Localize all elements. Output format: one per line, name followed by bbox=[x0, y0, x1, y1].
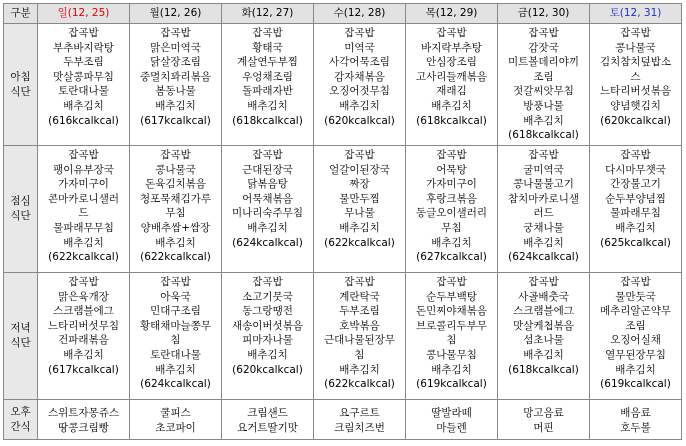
calorie-total: (618kcalkcal) bbox=[416, 114, 487, 127]
menu-item: 동글오이샐러리 bbox=[415, 207, 487, 220]
menu-item: 스 bbox=[630, 70, 641, 83]
menu-item: 호박볶음 bbox=[339, 319, 380, 332]
menu-item: 닭볶음탕 bbox=[247, 178, 288, 191]
menu-item: 잡곡밥 bbox=[344, 276, 375, 288]
menu-cell bbox=[590, 24, 682, 146]
menu-item: 침 bbox=[354, 348, 365, 361]
menu-cell bbox=[130, 273, 222, 400]
menu-item: 순두부백탕 bbox=[426, 290, 477, 303]
menu-item: 딸발라떼 bbox=[431, 406, 472, 419]
menu-item: 간장불고기 bbox=[610, 178, 661, 191]
menu-cell bbox=[406, 273, 498, 400]
menu-item: 잡곡밥 bbox=[436, 149, 467, 161]
menu-item: 어묵채볶음 bbox=[242, 192, 293, 205]
weekly-meal-table bbox=[3, 3, 682, 440]
menu-item: 계란탁국 bbox=[339, 290, 380, 303]
menu-item: 배추김치 bbox=[247, 99, 288, 112]
menu-item: 짜장 bbox=[349, 178, 370, 191]
menu-item: 재래김 bbox=[436, 85, 467, 98]
menu-item: 감잣국 bbox=[528, 41, 559, 54]
menu-item: 배추김치 bbox=[247, 221, 288, 234]
menu-item: 굴미역국 bbox=[523, 163, 564, 176]
menu-item: 마들렌 bbox=[436, 421, 467, 434]
meal-label bbox=[4, 400, 38, 440]
menu-item: 바지락부추탕 bbox=[421, 41, 482, 54]
menu-item: 얼갈이된장국 bbox=[329, 163, 390, 176]
menu-item: 침 bbox=[170, 334, 181, 347]
menu-item: 잡곡밥 bbox=[344, 149, 375, 161]
calorie-total: (622kcalkcal) bbox=[140, 251, 211, 264]
menu-cell bbox=[314, 400, 406, 440]
menu-item: 황태채마늘쫑무 bbox=[139, 319, 211, 332]
menu-item: 콘마카로니샐러 bbox=[47, 192, 119, 205]
menu-item: 스위트자몽쥬스 bbox=[47, 406, 119, 419]
meal-label-line: 저녁 bbox=[10, 322, 31, 334]
menu-item: 민대구조림 bbox=[150, 305, 201, 318]
menu-item: 잡곡밥 bbox=[620, 27, 651, 39]
menu-item: 양배추쌈+쌈장 bbox=[140, 221, 211, 234]
header-row bbox=[4, 4, 682, 24]
calorie-total: (625kcalkcal) bbox=[600, 236, 671, 249]
menu-item: 방풍나물 bbox=[523, 99, 564, 112]
menu-cell bbox=[222, 146, 314, 273]
menu-cell bbox=[222, 24, 314, 146]
menu-item: 양념햇김치 bbox=[610, 99, 661, 112]
menu-item: 맑은육개장 bbox=[58, 290, 109, 303]
menu-item: 순두부양념찜 bbox=[605, 192, 666, 205]
menu-item: 미역국 bbox=[344, 41, 375, 54]
calorie-total: (627kcalkcal) bbox=[416, 251, 487, 264]
day-header-thursday: 목(12, 29) bbox=[406, 4, 498, 24]
menu-item: 우엉채조림 bbox=[242, 70, 293, 83]
calorie-total: (622kcalkcal) bbox=[324, 378, 395, 391]
meal-row-snack bbox=[4, 400, 682, 440]
menu-cell bbox=[222, 400, 314, 440]
menu-item: 돌파래자반 bbox=[242, 85, 293, 98]
menu-item: 가자미구이 bbox=[426, 178, 477, 191]
menu-item: 잡곡밥 bbox=[160, 27, 191, 39]
meal-label-line: 오후 bbox=[10, 405, 31, 418]
menu-item: 잡곡밥 bbox=[528, 27, 559, 39]
menu-item: 계살연두부찜 bbox=[237, 56, 298, 69]
menu-item: 배추김치 bbox=[155, 363, 196, 376]
menu-item: 후랑크볶음 bbox=[426, 192, 477, 205]
menu-item: 돈민찌야채볶음 bbox=[415, 305, 487, 318]
menu-item: 부추바지락탕 bbox=[53, 41, 114, 54]
menu-cell bbox=[38, 400, 130, 440]
calorie-total: (618kcalkcal) bbox=[232, 114, 303, 127]
menu-cell bbox=[130, 400, 222, 440]
menu-item: 잡곡밥 bbox=[252, 149, 283, 161]
menu-item: 배음료 bbox=[620, 406, 651, 419]
menu-item: 물파래무무침 bbox=[53, 221, 114, 234]
calorie-total: (622kcalkcal) bbox=[324, 236, 395, 249]
menu-item: 팽이유부장국 bbox=[53, 163, 114, 176]
menu-cell bbox=[590, 146, 682, 273]
menu-item: 배추김치 bbox=[339, 221, 380, 234]
menu-item: 스크램블에그 bbox=[53, 305, 114, 318]
calorie-total: (616kcalkcal) bbox=[48, 114, 119, 127]
menu-item: 초코파이 bbox=[155, 421, 196, 434]
menu-item: 잡곡밥 bbox=[252, 27, 283, 39]
day-header-sunday: 일(12, 25) bbox=[38, 4, 130, 24]
menu-item: 가자미구이 bbox=[58, 178, 109, 191]
menu-cell bbox=[590, 273, 682, 400]
menu-item: 배추김치 bbox=[339, 363, 380, 376]
menu-item: 콩나물국 bbox=[615, 41, 656, 54]
calorie-total: (624kcalkcal) bbox=[140, 378, 211, 391]
calorie-total: (619kcalkcal) bbox=[600, 378, 671, 391]
menu-cell bbox=[314, 273, 406, 400]
menu-item: 어묵탕 bbox=[436, 163, 467, 176]
menu-item: 콩나물국 bbox=[155, 163, 196, 176]
menu-item: 콩나물불고기 bbox=[513, 178, 574, 191]
meal-row-breakfast bbox=[4, 24, 682, 146]
menu-cell bbox=[38, 146, 130, 273]
menu-item: 감자채볶음 bbox=[334, 70, 385, 83]
calorie-total: (620kcalkcal) bbox=[600, 114, 671, 127]
menu-item: 새송이버섯볶음 bbox=[231, 319, 303, 332]
meal-label-line: 식단 bbox=[10, 210, 31, 222]
menu-item: 잡곡밥 bbox=[68, 276, 99, 288]
menu-item: 잡곡밥 bbox=[436, 276, 467, 288]
menu-item: 크림치즈번 bbox=[334, 421, 385, 434]
menu-item: 배추김치 bbox=[63, 236, 104, 249]
menu-item: 무침 bbox=[441, 221, 462, 234]
menu-item: 조림 bbox=[533, 70, 554, 83]
menu-item: 러드 bbox=[533, 207, 554, 220]
menu-item: 땅콩크림빵 bbox=[58, 421, 109, 434]
menu-item: 메추리알곤약무 bbox=[599, 305, 671, 318]
menu-item: 황태국 bbox=[252, 41, 283, 54]
menu-item: 드 bbox=[78, 207, 89, 220]
menu-item: 잡곡밥 bbox=[68, 27, 99, 39]
menu-item: 호두볼 bbox=[620, 421, 651, 434]
menu-item: 젓갈씨앗무침 bbox=[513, 85, 574, 98]
menu-item: 콩나물무침 bbox=[426, 348, 477, 361]
menu-item: 망고음료 bbox=[523, 406, 564, 419]
menu-item: 맛살콩파무침 bbox=[53, 70, 114, 83]
menu-item: 청포묵채김가루 bbox=[139, 192, 211, 205]
menu-item: 토란대나물 bbox=[150, 348, 201, 361]
menu-item: 근대된장국 bbox=[242, 163, 293, 176]
menu-item: 사각어묵조림 bbox=[329, 56, 390, 69]
menu-cell bbox=[314, 146, 406, 273]
menu-item: 토란대나물 bbox=[58, 85, 109, 98]
menu-item: 소고기뭇국 bbox=[242, 290, 293, 303]
menu-item: 미트볼데리야끼 bbox=[507, 56, 579, 69]
day-header-wednesday: 수(12, 28) bbox=[314, 4, 406, 24]
menu-item: 브로콜리두부무 bbox=[415, 319, 487, 332]
menu-item: 배추김치 bbox=[155, 99, 196, 112]
menu-cell bbox=[38, 24, 130, 146]
menu-item: 열무된장무침 bbox=[605, 348, 666, 361]
day-header-saturday: 토(12, 31) bbox=[590, 4, 682, 24]
menu-item: 배추김치 bbox=[155, 236, 196, 249]
menu-item: 무나물 bbox=[344, 207, 375, 220]
menu-item: 배추김치 bbox=[247, 348, 288, 361]
menu-item: 동그랑땡전 bbox=[242, 305, 293, 318]
menu-item: 오징어젓무침 bbox=[329, 85, 390, 98]
menu-cell bbox=[590, 400, 682, 440]
menu-item: 배추김치 bbox=[339, 99, 380, 112]
menu-cell bbox=[498, 273, 590, 400]
menu-item: 다시마무챗국 bbox=[605, 163, 666, 176]
menu-item: 두부조림 bbox=[339, 305, 380, 318]
menu-item: 안심장조림 bbox=[426, 56, 477, 69]
calorie-total: (617kcalkcal) bbox=[48, 363, 119, 376]
calorie-total: (618kcalkcal) bbox=[508, 363, 579, 376]
menu-item: 잡곡밥 bbox=[252, 276, 283, 288]
meal-label-line: 점심 bbox=[10, 195, 31, 207]
calorie-total: (624kcalkcal) bbox=[232, 236, 303, 249]
menu-item: 무침 bbox=[165, 207, 186, 220]
menu-item: 참치마카로니샐 bbox=[507, 192, 579, 205]
menu-item: 건파래볶음 bbox=[58, 334, 109, 347]
meal-label-line: 간식 bbox=[10, 420, 31, 433]
menu-item: 돈육김치볶음 bbox=[145, 178, 206, 191]
meal-label-line: 식단 bbox=[10, 337, 31, 349]
menu-item: 봄동나물 bbox=[155, 85, 196, 98]
menu-cell bbox=[406, 146, 498, 273]
menu-cell bbox=[222, 273, 314, 400]
menu-item: 크림샌드 bbox=[247, 406, 288, 419]
menu-item: 두부조림 bbox=[63, 56, 104, 69]
calorie-total: (619kcalkcal) bbox=[416, 378, 487, 391]
menu-item: 물만두찜 bbox=[339, 192, 380, 205]
calorie-total: (624kcalkcal) bbox=[508, 251, 579, 264]
menu-item: 고사리들깨볶음 bbox=[415, 70, 487, 83]
menu-cell bbox=[406, 400, 498, 440]
menu-item: 오징어실채 bbox=[610, 334, 661, 347]
menu-cell bbox=[130, 146, 222, 273]
menu-cell bbox=[130, 24, 222, 146]
menu-item: 잡곡밥 bbox=[620, 149, 651, 161]
menu-item: 중멸치꽈리볶음 bbox=[139, 70, 211, 83]
menu-item: 배추김치 bbox=[431, 363, 472, 376]
menu-item: 배추김치 bbox=[431, 236, 472, 249]
menu-item: 배추김치 bbox=[523, 348, 564, 361]
menu-item: 쿨피스 bbox=[160, 406, 191, 419]
menu-item: 물파래무침 bbox=[610, 207, 661, 220]
menu-item: 사골배춧국 bbox=[518, 290, 569, 303]
calorie-total: (617kcalkcal) bbox=[140, 114, 211, 127]
meal-label bbox=[4, 273, 38, 400]
menu-item: 물만둣국 bbox=[615, 290, 656, 303]
meal-row-dinner bbox=[4, 273, 682, 400]
header-category-label: 구분 bbox=[4, 4, 38, 24]
calorie-total: (620kcalkcal) bbox=[324, 114, 395, 127]
menu-item: 김치참치덮밥소 bbox=[599, 56, 671, 69]
menu-item: 맛살케첩볶음 bbox=[513, 319, 574, 332]
calorie-total: (618kcalkcal) bbox=[508, 129, 579, 142]
menu-cell bbox=[406, 24, 498, 146]
menu-item: 닭살장조림 bbox=[150, 56, 201, 69]
menu-item: 배추김치 bbox=[63, 99, 104, 112]
menu-item: 배추김치 bbox=[615, 363, 656, 376]
menu-item: 요거트딸기맛 bbox=[237, 421, 298, 434]
menu-item: 배추김치 bbox=[615, 221, 656, 234]
menu-cell bbox=[498, 146, 590, 273]
menu-item: 피마자나물 bbox=[242, 334, 293, 347]
day-header-tuesday: 화(12, 27) bbox=[222, 4, 314, 24]
meal-label bbox=[4, 24, 38, 146]
menu-item: 느타리버섯무침 bbox=[47, 319, 119, 332]
menu-cell bbox=[498, 24, 590, 146]
menu-item: 머핀 bbox=[533, 421, 554, 434]
menu-item: 잡곡밥 bbox=[160, 149, 191, 161]
menu-item: 배추김치 bbox=[431, 99, 472, 112]
menu-item: 느타리버섯볶음 bbox=[599, 85, 671, 98]
menu-cell bbox=[38, 273, 130, 400]
menu-item: 요구르트 bbox=[339, 406, 380, 419]
calorie-total: (620kcalkcal) bbox=[232, 363, 303, 376]
menu-item: 조림 bbox=[625, 319, 646, 332]
menu-item: 침 bbox=[446, 334, 457, 347]
menu-cell bbox=[314, 24, 406, 146]
menu-item: 잡곡밥 bbox=[620, 276, 651, 288]
menu-item: 배추김치 bbox=[63, 348, 104, 361]
menu-item: 잡곡밥 bbox=[528, 276, 559, 288]
day-header-monday: 월(12, 26) bbox=[130, 4, 222, 24]
menu-cell bbox=[498, 400, 590, 440]
menu-item: 잡곡밥 bbox=[436, 27, 467, 39]
menu-item: 배추김치 bbox=[523, 114, 564, 127]
menu-item: 잡곡밥 bbox=[160, 276, 191, 288]
menu-item: 아욱국 bbox=[160, 290, 191, 303]
menu-item: 잡곡밥 bbox=[528, 149, 559, 161]
meal-row-lunch bbox=[4, 146, 682, 273]
meal-label-line: 아침 bbox=[10, 70, 31, 83]
meal-label bbox=[4, 146, 38, 273]
menu-item: 잡곡밥 bbox=[344, 27, 375, 39]
menu-item: 궁채나물 bbox=[523, 221, 564, 234]
menu-item: 배추김치 bbox=[523, 236, 564, 249]
menu-item: 미나리숙주무침 bbox=[231, 207, 303, 220]
menu-item: 스크램블에그 bbox=[513, 305, 574, 318]
meal-label-line: 식단 bbox=[10, 85, 31, 98]
calorie-total: (622kcalkcal) bbox=[48, 251, 119, 264]
day-header-friday: 금(12, 30) bbox=[498, 4, 590, 24]
menu-item: 맑은미역국 bbox=[150, 41, 201, 54]
menu-item: 잡곡밥 bbox=[68, 149, 99, 161]
menu-item: 근대나물된장무 bbox=[323, 334, 395, 347]
menu-item: 섬초나물 bbox=[523, 334, 564, 347]
